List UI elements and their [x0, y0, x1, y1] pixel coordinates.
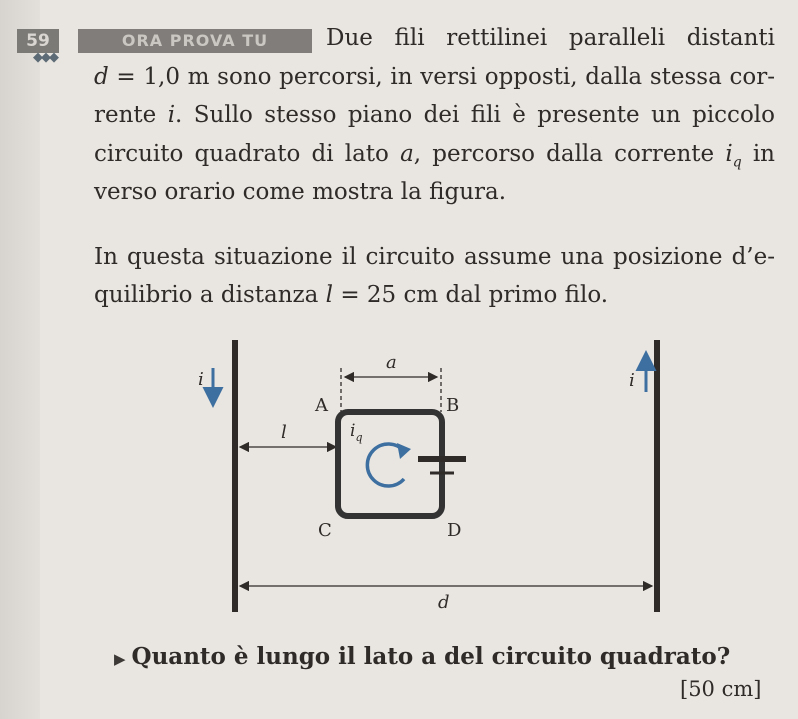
clockwise-arrowhead: [397, 443, 411, 459]
exercise-number: 59: [17, 29, 59, 53]
text-segment: quilibrio a distanza: [94, 282, 326, 308]
var-iq: i: [725, 141, 733, 167]
problem-text-line-1: Due fili rettilinei paralleli distanti: [326, 25, 775, 51]
var-a: a: [400, 141, 414, 167]
problem-text-line-6: In questa situazione il circuito assume una posizione d’e-: [94, 244, 775, 270]
right-current-label: i: [629, 370, 635, 391]
dimension-l-label: l: [281, 422, 287, 443]
var-d: d: [94, 64, 109, 90]
difficulty-indicator: ◆◆◆: [33, 50, 57, 65]
text-segment: = 1,0 m sono percorsi, in versi opposti, dalla stessa cor-: [108, 64, 775, 90]
var-iq-subscript: q: [732, 154, 742, 171]
text-segment: = 25 cm dal primo filo.: [333, 282, 609, 308]
problem-text-line-5: verso orario come mostra la figura.: [94, 179, 507, 205]
var-l: l: [325, 282, 334, 308]
text-segment: , percorso dalla corrente: [413, 141, 726, 167]
text-segment: in: [741, 141, 775, 167]
dimension-d-label: d: [438, 592, 450, 613]
corner-A-label: A: [315, 395, 328, 416]
corner-D-label: D: [447, 520, 462, 541]
var-i: i: [167, 102, 176, 128]
text-segment: . Sullo stesso piano dei fili è presente un piccolo: [175, 102, 775, 128]
corner-B-label: B: [446, 395, 460, 416]
corner-C-label: C: [318, 520, 332, 541]
text-segment: rente: [94, 102, 168, 128]
text-segment: circuito quadrato di lato: [94, 141, 401, 167]
answer-value: [50 cm]: [680, 677, 762, 701]
question-line: [114, 643, 730, 670]
dimension-a-label: a: [386, 352, 397, 373]
left-current-label: i: [198, 369, 204, 390]
exercise-tag: ORA PROVA TU: [78, 29, 312, 53]
question-text: Quanto è lungo il lato a del circuito quadrato?: [131, 643, 731, 670]
bullet-arrow-icon: ▶: [114, 650, 126, 668]
circuit-current-label: $i_q$: [350, 421, 363, 444]
